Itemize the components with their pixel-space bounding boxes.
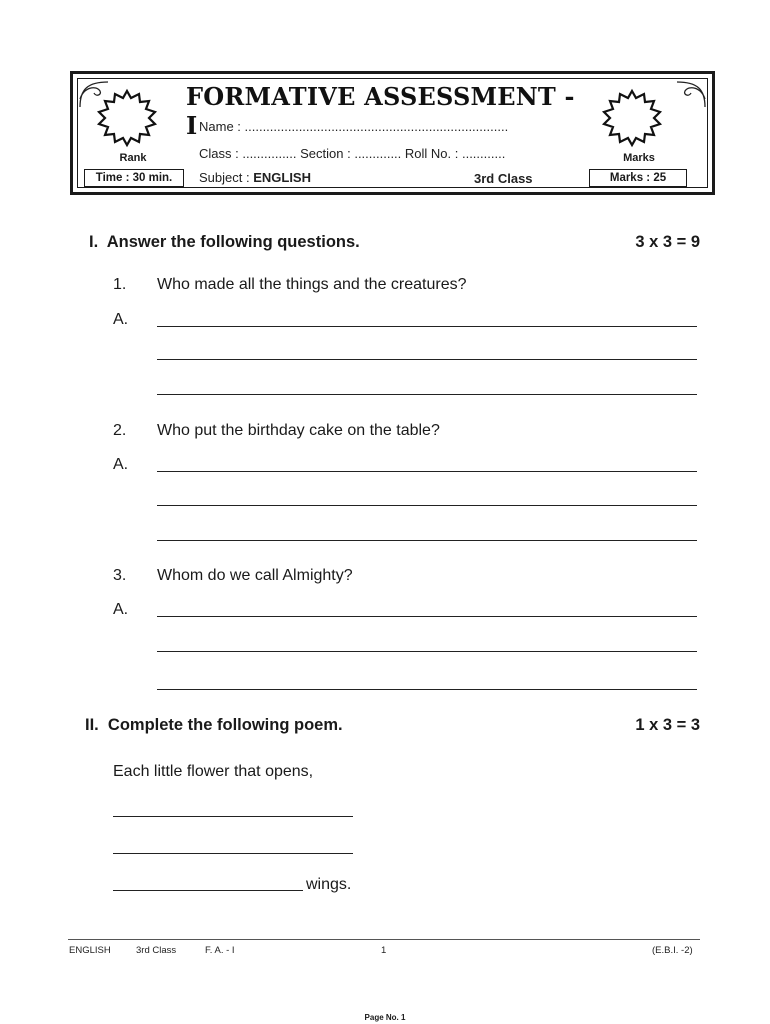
section-1-heading: I. Answer the following questions. [89, 233, 360, 251]
answer-line[interactable] [157, 394, 697, 395]
poem-blank-line[interactable] [113, 890, 303, 891]
footer-page: 1 [381, 945, 387, 956]
page-number: Page No. 1 [364, 1013, 406, 1022]
answer-line[interactable] [157, 326, 697, 327]
marks-badge-icon [598, 88, 666, 148]
poem-first-line: Each little flower that opens, [113, 763, 314, 780]
section-2-heading: II. Complete the following poem. [85, 716, 343, 734]
answer-1-label: A. [113, 311, 129, 328]
poem-last-word: wings. [306, 876, 352, 893]
subject-label: Subject : [199, 170, 254, 185]
answer-line[interactable] [157, 359, 697, 360]
answer-line[interactable] [157, 471, 697, 472]
section-1-marks: 3 x 3 = 9 [635, 233, 700, 251]
name-field: Name : ......................................................................... [199, 119, 509, 134]
footer-code: (E.B.I. -2) [652, 945, 693, 956]
corner-ornament-icon [667, 79, 707, 109]
answer-line[interactable] [157, 505, 697, 506]
answer-line[interactable] [157, 540, 697, 541]
subject-line [199, 170, 311, 185]
question-3-text: Whom do we call Almighty? [157, 567, 353, 584]
question-2-number: 2. [113, 422, 127, 439]
subject-value: ENGLISH [253, 170, 311, 185]
question-1-number: 1. [113, 276, 127, 293]
section-2-marks: 1 x 3 = 3 [635, 716, 700, 734]
class-section-roll-field: Class : ............... Section : ............. Roll No. : ............ [199, 146, 506, 161]
class-value: 3rd Class [474, 171, 533, 186]
footer-assessment: F. A. - I [205, 945, 235, 956]
footer-class: 3rd Class [136, 945, 177, 956]
time-badge: Time : 30 min. [84, 169, 184, 187]
poem-blank-line[interactable] [113, 853, 353, 854]
footer-divider [68, 939, 700, 940]
question-2-text: Who put the birthday cake on the table? [157, 422, 440, 439]
question-3-number: 3. [113, 567, 127, 584]
answer-2-label: A. [113, 456, 129, 473]
marks-label: Marks [623, 152, 655, 164]
footer-subject: ENGLISH [69, 945, 111, 956]
answer-line[interactable] [157, 651, 697, 652]
answer-line[interactable] [157, 616, 697, 617]
page-title: FORMATIVE ASSESSMENT - I [186, 82, 575, 140]
question-1-text: Who made all the things and the creatures? [157, 276, 467, 293]
rank-label: Rank [119, 152, 147, 164]
poem-blank-line[interactable] [113, 816, 353, 817]
answer-line[interactable] [157, 689, 697, 690]
answer-3-label: A. [113, 601, 129, 618]
rank-badge-icon [93, 88, 161, 148]
marks-badge: Marks : 25 [589, 169, 687, 187]
